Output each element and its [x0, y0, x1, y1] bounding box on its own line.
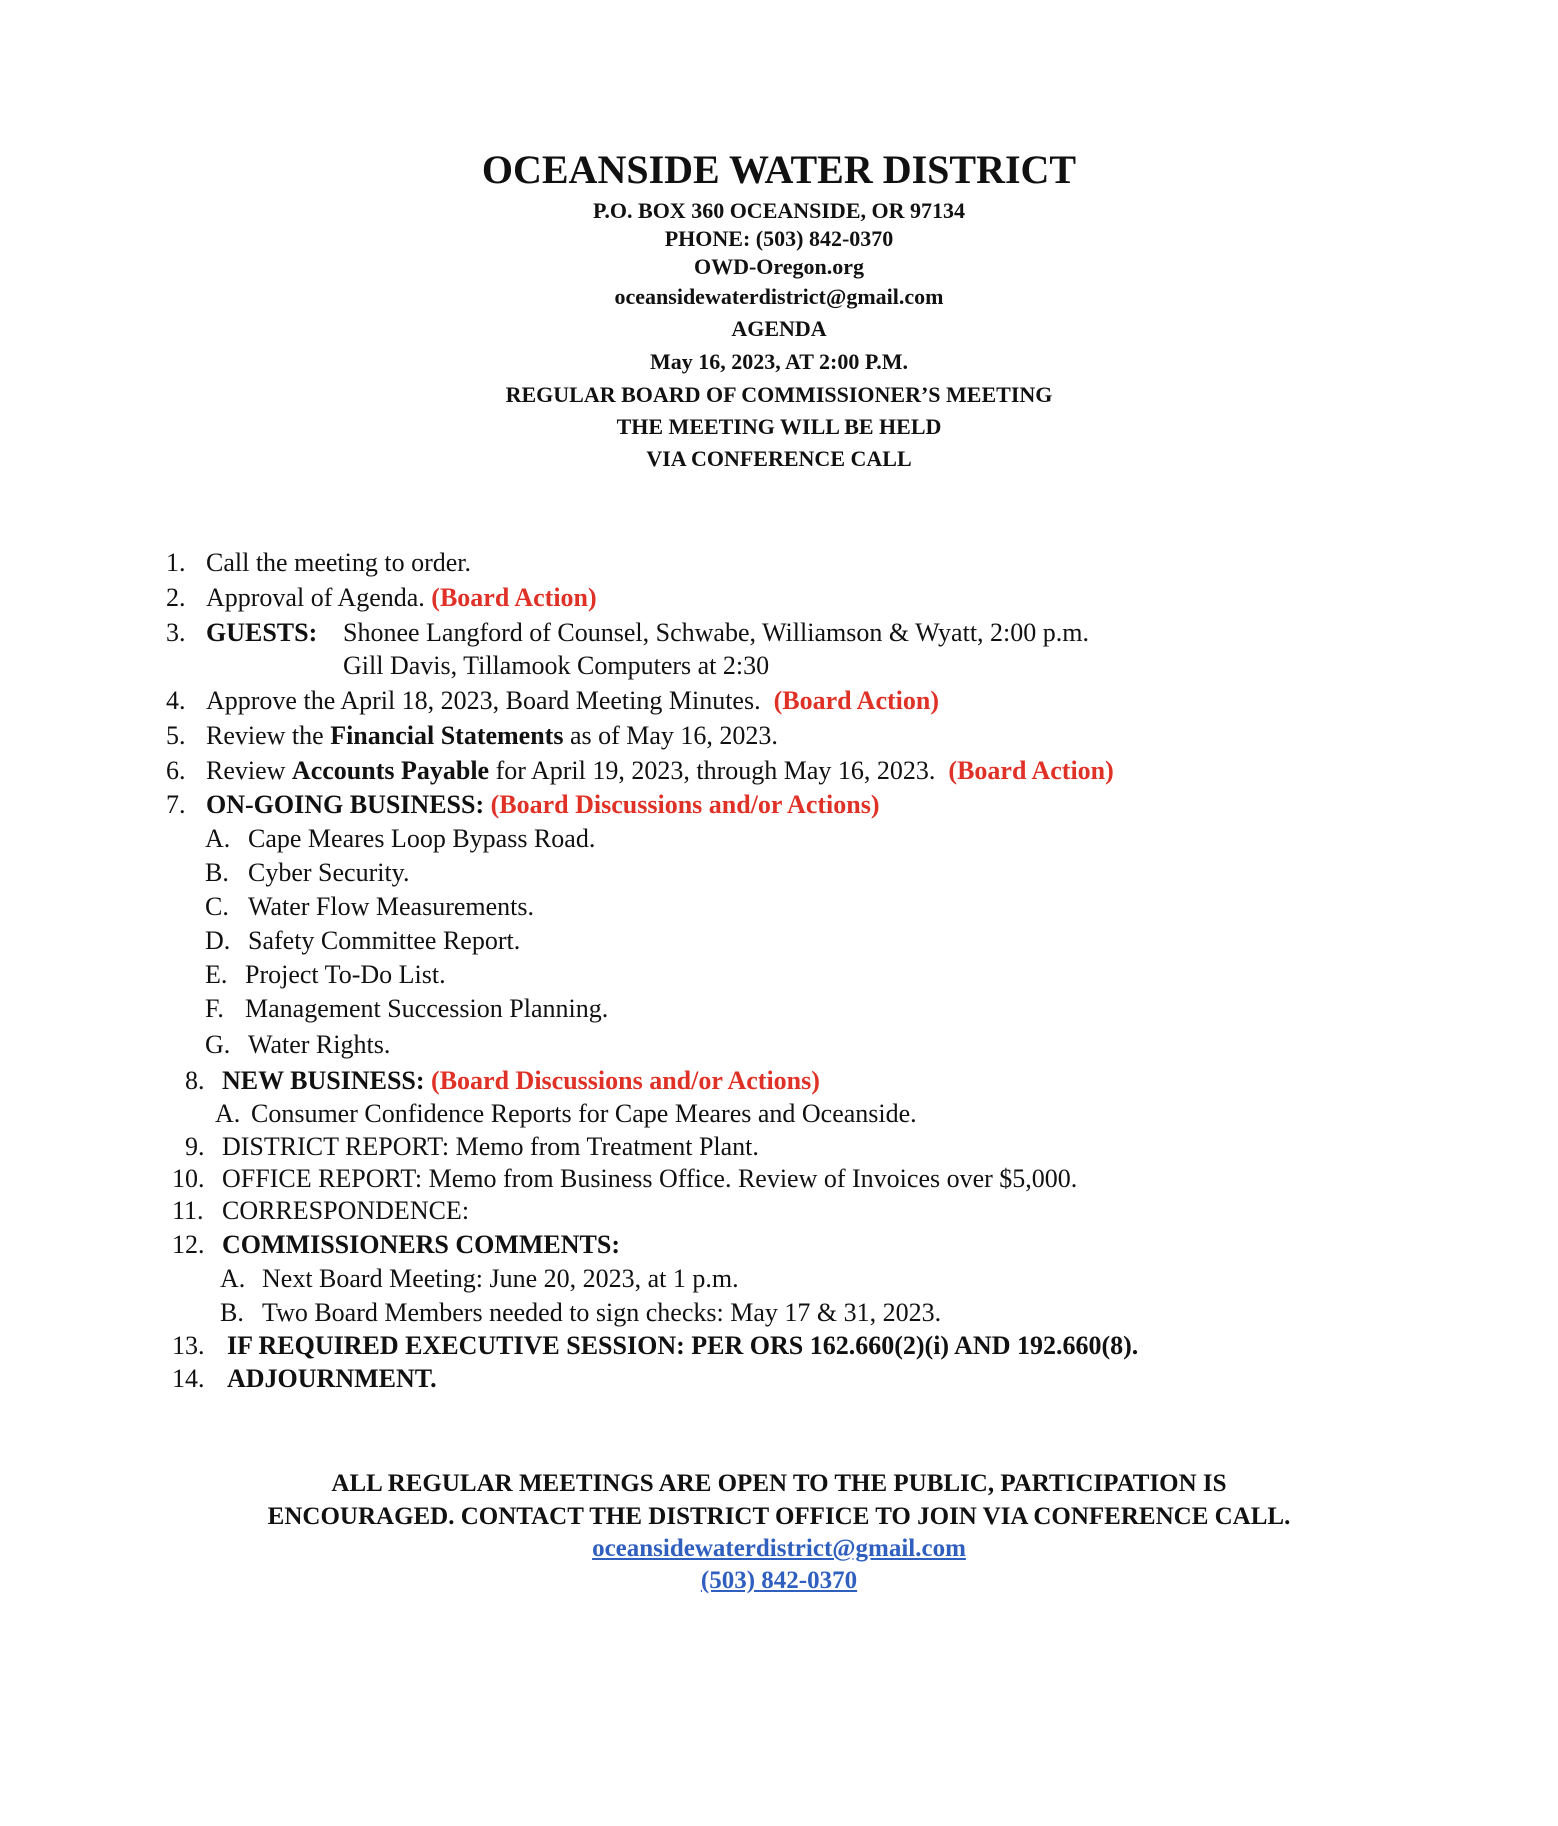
item-number: 12. — [172, 1230, 205, 1259]
agenda-item-7 — [166, 790, 880, 820]
item-text: Approve the April 18, 2023, Board Meeting Minutes. — [206, 686, 761, 715]
sub-item — [205, 1030, 390, 1060]
item-text: OFFICE REPORT: Memo from Business Office. Review of Invoices over $5,000. — [222, 1164, 1078, 1193]
sub-letter: B. — [220, 1298, 244, 1327]
sub-text: Cape Meares Loop Bypass Road. — [248, 824, 596, 853]
item-number: 6. — [166, 756, 186, 785]
sub-text: Consumer Confidence Reports for Cape Meares and Oceanside. — [251, 1099, 917, 1128]
agenda-item-13 — [172, 1331, 1138, 1361]
item-number: 11. — [172, 1196, 204, 1225]
sub-item — [205, 960, 446, 990]
agenda-item-9 — [185, 1132, 759, 1162]
item-label: ON-GOING BUSINESS: — [206, 790, 491, 819]
email: oceansidewaterdistrict@gmail.com — [614, 284, 944, 309]
item-number: 14. — [172, 1364, 205, 1393]
item-text-pre: Review — [206, 756, 292, 785]
item-number: 3. — [166, 618, 186, 647]
address: P.O. BOX 360 OCEANSIDE, OR 97134 — [592, 198, 965, 223]
agenda-item-3 — [166, 618, 1089, 648]
sub-letter: D. — [205, 926, 231, 955]
item-text: CORRESPONDENCE: — [222, 1196, 470, 1225]
item-text: Call the meeting to order. — [206, 548, 471, 577]
item-text-bold: Accounts Payable — [291, 756, 490, 785]
meeting-via: VIA CONFERENCE CALL — [646, 446, 912, 471]
sub-text: Safety Committee Report. — [248, 926, 521, 955]
item-label: NEW BUSINESS: — [222, 1066, 432, 1095]
footer-phone-row — [0, 1567, 1558, 1595]
board-action-tag: (Board Action) — [948, 756, 1114, 785]
sub-letter: C. — [205, 892, 229, 921]
board-discussion-tag: (Board Discussions and/or Actions) — [490, 790, 880, 819]
sub-item — [205, 824, 595, 854]
sub-text: Management Succession Planning. — [245, 994, 609, 1023]
footer-phone-link[interactable]: (503) 842-0370 — [700, 1567, 858, 1594]
item-text: DISTRICT REPORT: Memo from Treatment Plant. — [222, 1132, 759, 1161]
item-number: 7. — [166, 790, 186, 819]
sub-item — [205, 858, 410, 888]
item-number: 9. — [185, 1132, 205, 1161]
meeting-held: THE MEETING WILL BE HELD — [616, 414, 942, 439]
item-text-post: as of May 16, 2023. — [563, 721, 778, 750]
agenda-item-1 — [166, 548, 471, 578]
sub-item — [220, 1298, 941, 1328]
agenda-item-5 — [166, 721, 778, 751]
guest-1: Shonee Langford of Counsel, Schwabe, Williamson & Wyatt, 2:00 p.m. — [343, 618, 1089, 647]
agenda-item-14 — [172, 1364, 437, 1394]
sub-letter: A. — [205, 824, 231, 853]
sub-item — [220, 1264, 739, 1294]
meeting-datetime: May 16, 2023, AT 2:00 P.M. — [649, 349, 909, 374]
sub-text: Project To-Do List. — [245, 960, 446, 989]
phone: PHONE: (503) 842-0370 — [664, 226, 894, 251]
footer-email-row — [0, 1535, 1558, 1563]
item-text-post: for April 19, 2023, through May 16, 2023. — [489, 756, 936, 785]
agenda-item-4 — [166, 686, 939, 716]
sub-letter: A. — [215, 1099, 241, 1128]
sub-letter: G. — [205, 1030, 231, 1059]
guest-2: Gill Davis, Tillamook Computers at 2:30 — [343, 651, 770, 680]
guests-label: GUESTS: — [206, 618, 318, 647]
item-number: 13. — [172, 1331, 205, 1360]
board-action-tag: (Board Action) — [431, 583, 597, 612]
agenda-item-10 — [172, 1164, 1077, 1194]
sub-text: Next Board Meeting: June 20, 2023, at 1 p.m. — [262, 1264, 739, 1293]
agenda-item-6 — [166, 756, 1114, 786]
item-text-bold: Financial Statements — [330, 721, 564, 750]
agenda-item-12 — [172, 1230, 620, 1260]
item-number: 4. — [166, 686, 186, 715]
footer-line-1: ALL REGULAR MEETINGS ARE OPEN TO THE PUBLIC, PARTICIPATION IS — [331, 1470, 1227, 1497]
sub-letter: F. — [205, 994, 224, 1023]
agenda-item-8 — [185, 1066, 820, 1096]
item-text-pre: Review the — [206, 721, 331, 750]
agenda-item-11 — [172, 1196, 469, 1226]
sub-text: Two Board Members needed to sign checks: May 17 & 31, 2023. — [262, 1298, 942, 1327]
sub-letter: E. — [205, 960, 228, 989]
board-discussion-tag: (Board Discussions and/or Actions) — [431, 1066, 820, 1095]
agenda-item-2 — [166, 583, 597, 613]
footer-email-link[interactable]: oceansidewaterdistrict@gmail.com — [592, 1535, 966, 1562]
agenda-heading: AGENDA — [731, 316, 827, 341]
district-title: OCEANSIDE WATER DISTRICT — [481, 147, 1077, 192]
item-number: 10. — [172, 1164, 205, 1193]
item-label: ADJOURNMENT. — [227, 1364, 437, 1393]
website: OWD-Oregon.org — [693, 254, 865, 279]
item-number: 1. — [166, 548, 186, 577]
item-number: 5. — [166, 721, 186, 750]
sub-item — [205, 994, 608, 1024]
sub-item — [205, 926, 520, 956]
item-number: 8. — [185, 1066, 205, 1095]
sub-text: Water Rights. — [248, 1030, 391, 1059]
sub-text: Cyber Security. — [248, 858, 410, 887]
item-label: COMMISSIONERS COMMENTS: — [222, 1230, 620, 1259]
board-action-tag: (Board Action) — [773, 686, 939, 715]
sub-item — [215, 1099, 917, 1129]
sub-item — [205, 892, 534, 922]
meeting-type: REGULAR BOARD OF COMMISSIONER’S MEETING — [505, 382, 1053, 407]
item-label: IF REQUIRED EXECUTIVE SESSION: PER ORS 162.660(2)(i) AND 192.660(8). — [227, 1331, 1139, 1360]
footer-line-2: ENCOURAGED. CONTACT THE DISTRICT OFFICE TO JOIN VIA CONFERENCE CALL. — [267, 1503, 1291, 1530]
sub-text: Water Flow Measurements. — [248, 892, 534, 921]
sub-letter: A. — [220, 1264, 246, 1293]
sub-letter: B. — [205, 858, 229, 887]
item-number: 2. — [166, 583, 186, 612]
item-text: Approval of Agenda. — [206, 583, 432, 612]
